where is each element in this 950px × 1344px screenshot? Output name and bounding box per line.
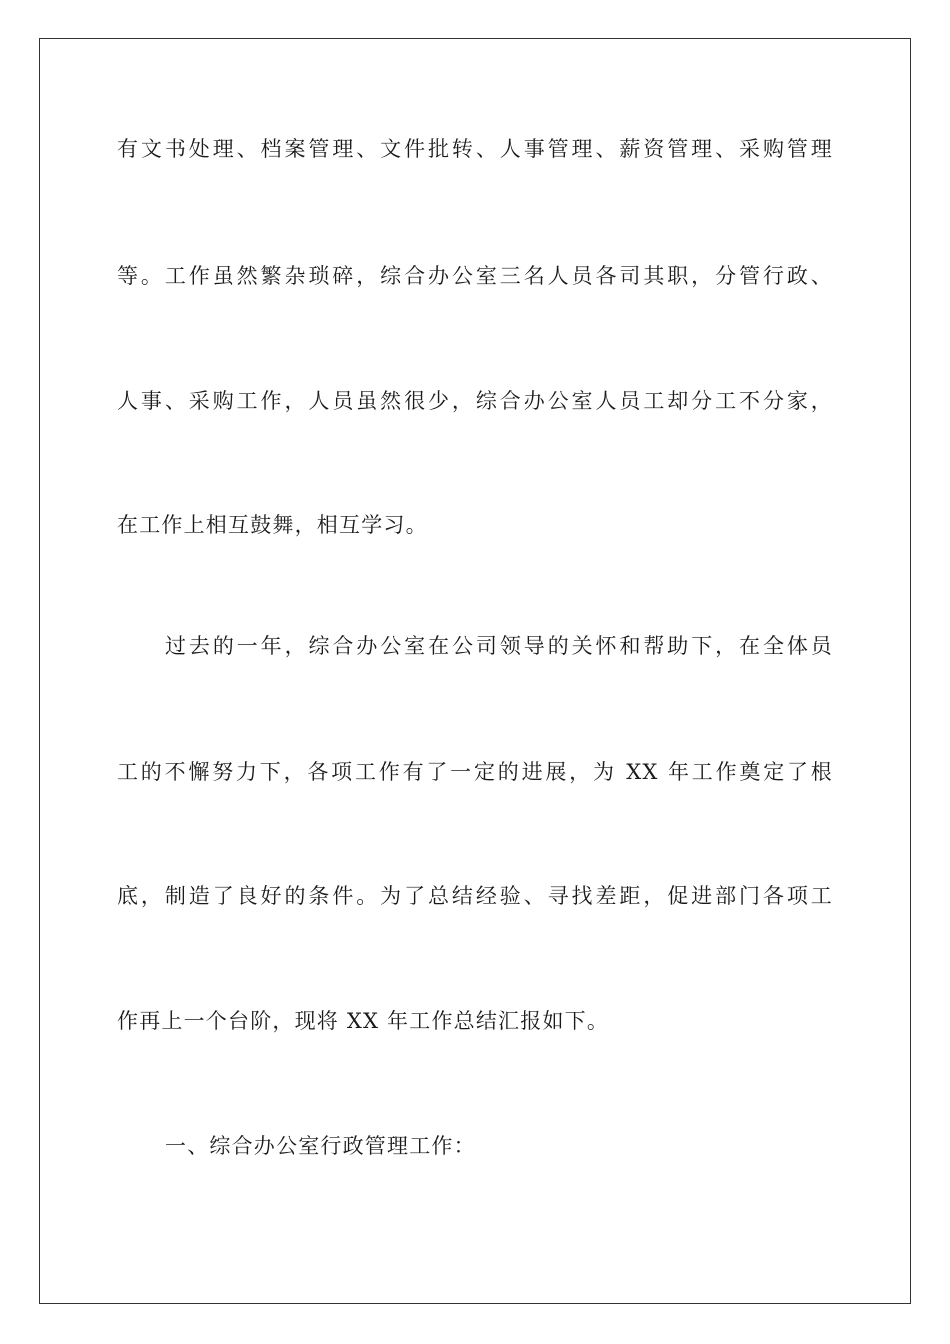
paragraph-1-line-4: 在工作上相互鼓舞，相互学习。 bbox=[117, 513, 428, 537]
paragraph-1-line-3: 人事、采购工作，人员虽然很少，综合办公室人员工却分工不分家， bbox=[117, 389, 833, 413]
paragraph-1-line-1: 有文书处理、档案管理、文件批转、人事管理、薪资管理、采购管理 bbox=[117, 137, 833, 161]
paragraph-1-line-2: 等。工作虽然繁杂琐碎，综合办公室三名人员各司其职，分管行政、 bbox=[117, 264, 833, 288]
section-heading: 一、综合办公室行政管理工作： bbox=[165, 1134, 476, 1158]
paragraph-2-line-4: 作再上一个台阶，现将 XX 年工作总结汇报如下。 bbox=[117, 1009, 610, 1033]
page-border bbox=[39, 38, 911, 1304]
paragraph-2-line-2: 工的不懈努力下，各项工作有了一定的进展，为 XX 年工作奠定了根 bbox=[117, 760, 833, 784]
paragraph-2-line-1: 过去的一年，综合办公室在公司领导的关怀和帮助下，在全体员 bbox=[165, 634, 833, 658]
paragraph-2-line-3: 底，制造了良好的条件。为了总结经验、寻找差距，促进部门各项工 bbox=[117, 884, 833, 908]
